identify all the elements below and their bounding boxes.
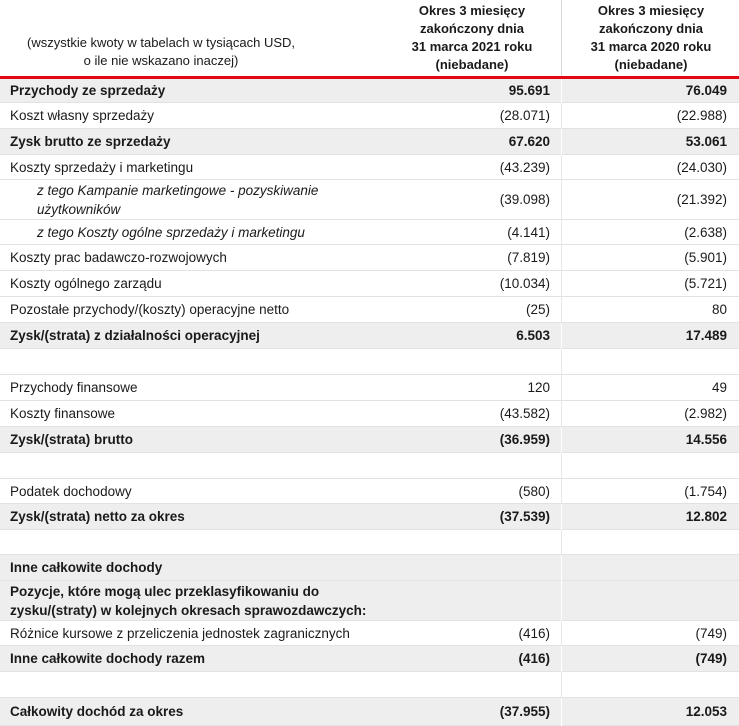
value-2020: (24.030) (676, 159, 727, 175)
value-2020: (1.754) (684, 483, 727, 499)
column-divider (561, 271, 562, 297)
table-row (0, 180, 739, 220)
value-2020: (749) (695, 625, 727, 641)
value-2021: (37.539) (499, 509, 550, 524)
column-divider (561, 555, 562, 581)
table-row (0, 103, 739, 129)
column-divider (561, 245, 562, 271)
row-label: Zysk/(strata) netto za okres (10, 509, 185, 524)
row-label (10, 672, 390, 697)
value-2021: (7.819) (507, 250, 550, 265)
value-2020: 12.053 (685, 704, 727, 719)
column-divider (561, 621, 562, 646)
column-divider (561, 698, 562, 726)
row-label: Zysk/(strata) brutto (10, 432, 134, 447)
column-header-2021 (384, 2, 560, 74)
row-label: Zysk/(strata) z działalności operacyjnej (10, 328, 260, 343)
row-label: z tego Kampanie marketingowe - pozyskiwanie użytkowników (37, 182, 319, 217)
value-2021: (416) (518, 651, 550, 666)
column-divider (561, 581, 562, 621)
column-divider (561, 504, 562, 530)
value-2021: 6.503 (516, 328, 550, 343)
table-row (0, 621, 739, 646)
column-header-line: (niebadane) (614, 57, 688, 72)
value-2020: (749) (695, 651, 727, 666)
value-2020: (5.721) (684, 276, 727, 291)
table-row (0, 646, 739, 672)
table-row (0, 698, 739, 726)
row-label: Różnice kursowe z przeliczenia jednostek zagranicznych (10, 625, 350, 641)
table-row (0, 220, 739, 245)
value-2020: (5.901) (684, 250, 727, 265)
column-divider (561, 401, 562, 427)
value-2020: (2.638) (684, 224, 727, 240)
column-divider (561, 530, 562, 555)
row-label: Pozostałe przychody/(koszty) operacyjne netto (10, 302, 290, 317)
row-label: Inne całkowite dochody razem (10, 651, 206, 666)
value-2021: (25) (525, 302, 550, 317)
row-label: Całkowity dochód za okres (10, 704, 184, 719)
row-label: Pozycje, które mogą ulec przeklasyfikowaniu do zysku/(straty) w kolejnych okresach sprawozdawczych: (10, 583, 367, 618)
value-2020: 76.049 (685, 83, 727, 98)
column-divider (561, 479, 562, 504)
column-divider (561, 220, 562, 245)
row-label: Koszty finansowe (10, 406, 116, 421)
value-2021: (39.098) (499, 192, 550, 207)
spacer-row (0, 672, 739, 698)
row-label: Przychody finansowe (10, 380, 138, 395)
column-header-2020 (563, 2, 739, 74)
spacer-row (0, 530, 739, 555)
table-row (0, 271, 739, 297)
row-label: Koszty sprzedaży i marketingu (10, 159, 194, 175)
row-label: z tego Koszty ogólne sprzedaży i marketingu (37, 224, 305, 240)
column-divider (561, 155, 562, 180)
value-2020: (22.988) (676, 108, 727, 123)
column-divider (561, 180, 562, 220)
value-2020: 14.556 (685, 432, 727, 447)
row-label: Koszty prac badawczo-rozwojowych (10, 250, 227, 265)
row-label: Koszt własny sprzedaży (10, 108, 155, 123)
table-row (0, 479, 739, 504)
row-label: Koszty ogólnego zarządu (10, 276, 162, 291)
value-2021: (10.034) (499, 276, 550, 291)
value-2021: 67.620 (508, 134, 550, 149)
value-2021: 95.691 (508, 83, 550, 98)
units-note (2, 34, 320, 70)
row-label: Przychody ze sprzedaży (10, 83, 166, 98)
value-2020: 80 (711, 302, 727, 317)
column-divider (561, 129, 562, 155)
table-row (0, 245, 739, 271)
value-2020: 12.802 (685, 509, 727, 524)
column-divider (561, 427, 562, 453)
units-note-line2: o ile nie wskazano inaczej) (83, 53, 239, 68)
row-label (10, 453, 390, 478)
table-row (0, 323, 739, 349)
value-2021: (28.071) (499, 108, 550, 123)
column-header-line: (niebadane) (435, 57, 509, 72)
column-header-line: zakończony dnia (598, 21, 704, 36)
value-2021: (36.959) (499, 432, 550, 447)
value-2021: (4.141) (507, 224, 550, 240)
column-header-line: Okres 3 miesięcy (597, 3, 705, 18)
value-2021: (580) (518, 483, 550, 499)
column-divider (561, 0, 562, 76)
section-heading-row (0, 555, 739, 581)
row-label: Inne całkowite dochody (10, 560, 163, 575)
table-row (0, 129, 739, 155)
column-divider (561, 323, 562, 349)
column-divider (561, 297, 562, 323)
table-row (0, 297, 739, 323)
table-row (0, 155, 739, 180)
column-divider (561, 453, 562, 479)
units-note-line1: (wszystkie kwoty w tabelach w tysiącach USD, (26, 35, 296, 50)
value-2021: 120 (527, 380, 550, 395)
row-label: Podatek dochodowy (10, 483, 132, 499)
column-header-line: Okres 3 miesięcy (418, 3, 526, 18)
value-2021: (37.955) (499, 704, 550, 719)
value-2020: (2.982) (684, 406, 727, 421)
table-row (0, 401, 739, 427)
value-2020: 17.489 (685, 328, 727, 343)
table-row (0, 504, 739, 530)
table-header (0, 0, 739, 76)
column-divider (561, 646, 562, 672)
row-label: Zysk brutto ze sprzedaży (10, 134, 171, 149)
value-2020: (21.392) (676, 192, 727, 207)
column-divider (561, 79, 562, 103)
table-row (0, 427, 739, 453)
value-2021: (416) (518, 625, 550, 641)
column-divider (561, 672, 562, 698)
row-label (10, 530, 390, 554)
value-2020: 49 (711, 380, 727, 395)
spacer-row (0, 349, 739, 375)
value-2020: 53.061 (685, 134, 727, 149)
column-header-line: zakończony dnia (419, 21, 525, 36)
column-divider (561, 103, 562, 129)
column-header-line: 31 marca 2020 roku (590, 39, 712, 54)
table-row (0, 375, 739, 401)
value-2021: (43.239) (499, 159, 550, 175)
row-label (10, 349, 390, 374)
spacer-row (0, 453, 739, 479)
section-heading-row (0, 581, 739, 621)
column-header-line: 31 marca 2021 roku (411, 39, 533, 54)
column-divider (561, 349, 562, 375)
table-row (0, 79, 739, 103)
column-divider (561, 375, 562, 401)
table-body (0, 79, 739, 726)
value-2021: (43.582) (499, 406, 550, 421)
